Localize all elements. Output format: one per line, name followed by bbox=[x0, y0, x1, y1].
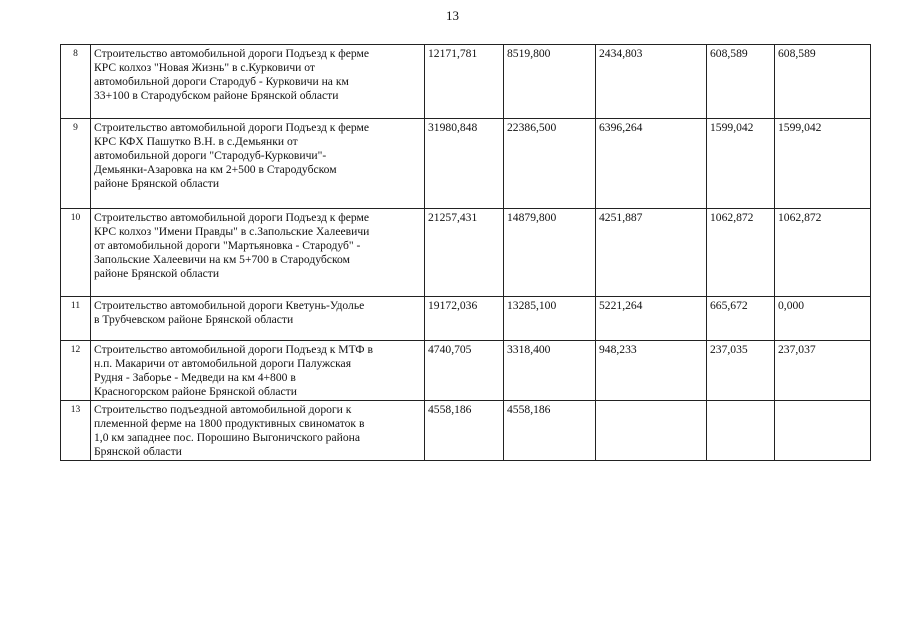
funding-cell-2: 948,233 bbox=[596, 341, 707, 401]
table-row bbox=[61, 45, 871, 119]
page-number: 13 bbox=[446, 8, 459, 23]
funding-cell-2 bbox=[596, 401, 707, 461]
table-row bbox=[61, 341, 871, 401]
total-cost-cell: 4558,186 bbox=[425, 401, 504, 461]
row-number: 11 bbox=[61, 297, 91, 341]
total-cost-cell: 12171,781 bbox=[425, 45, 504, 119]
funding-cell-3: 1599,042 bbox=[707, 119, 775, 209]
funding-cell-1: 4558,186 bbox=[504, 401, 596, 461]
funding-cell-4: 237,037 bbox=[775, 341, 871, 401]
total-cost-cell: 19172,036 bbox=[425, 297, 504, 341]
row-number: 8 bbox=[61, 45, 91, 119]
funding-cell-4 bbox=[775, 401, 871, 461]
total-cost-cell: 4740,705 bbox=[425, 341, 504, 401]
funding-cell-2: 5221,264 bbox=[596, 297, 707, 341]
funding-cell-2: 6396,264 bbox=[596, 119, 707, 209]
object-description: Строительство автомобильной дороги Подъезд к ферме КРС колхоз "Новая Жизнь" в с.Курковичи от автомобильной дороги Стародуб - Курковичи на км 33+100 в Стародубском районе Брянской области bbox=[91, 45, 425, 119]
total-cost-cell: 31980,848 bbox=[425, 119, 504, 209]
object-description: Строительство автомобильной дороги Подъезд к МТФ в н.п. Макаричи от автомобильной дороги Палужская Рудня - Заборье - Медведи на км 4+800 в Красногорском районе Брянской области bbox=[91, 341, 425, 401]
funding-cell-1: 22386,500 bbox=[504, 119, 596, 209]
funding-cell-4: 608,589 bbox=[775, 45, 871, 119]
funding-cell-3 bbox=[707, 401, 775, 461]
funding-cell-1: 13285,100 bbox=[504, 297, 596, 341]
table-row bbox=[61, 209, 871, 297]
funding-cell-1: 8519,800 bbox=[504, 45, 596, 119]
row-number: 10 bbox=[61, 209, 91, 297]
row-number: 13 bbox=[61, 401, 91, 461]
funding-cell-4: 1599,042 bbox=[775, 119, 871, 209]
object-description: Строительство автомобильной дороги Кветунь-Удолье в Трубчевском районе Брянской области bbox=[91, 297, 425, 341]
object-description: Строительство подъездной автомобильной дороги к племенной ферме на 1800 продуктивных свиноматок в 1,0 км западнее пос. Порошино Выгоничского района Брянской области bbox=[91, 401, 425, 461]
funding-cell-1: 3318,400 bbox=[504, 341, 596, 401]
object-description: Строительство автомобильной дороги Подъезд к ферме КРС КФХ Пашутко В.Н. в с.Демьянки от автомобильной дороги "Стародуб-Курковичи"- Демьянки-Азаровка на км 2+500 в Стародубском районе Брянской области bbox=[91, 119, 425, 209]
row-number: 9 bbox=[61, 119, 91, 209]
table-row bbox=[61, 297, 871, 341]
funding-cell-4: 0,000 bbox=[775, 297, 871, 341]
funding-cell-3: 1062,872 bbox=[707, 209, 775, 297]
funding-cell-3: 608,589 bbox=[707, 45, 775, 119]
funding-cell-3: 237,035 bbox=[707, 341, 775, 401]
total-cost-cell: 21257,431 bbox=[425, 209, 504, 297]
budget-table bbox=[60, 44, 871, 461]
row-number: 12 bbox=[61, 341, 91, 401]
table-row bbox=[61, 119, 871, 209]
funding-cell-4: 1062,872 bbox=[775, 209, 871, 297]
table-row bbox=[61, 401, 871, 461]
funding-cell-1: 14879,800 bbox=[504, 209, 596, 297]
funding-cell-2: 4251,887 bbox=[596, 209, 707, 297]
funding-cell-2: 2434,803 bbox=[596, 45, 707, 119]
funding-cell-3: 665,672 bbox=[707, 297, 775, 341]
object-description: Строительство автомобильной дороги Подъезд к ферме КРС колхоз "Имени Правды" в с.Запольские Халеевичи от автомобильной дороги "Мартьяновка - Стародуб" - Запольские Халеевичи на км 5+700 в Стародубском районе Брянской области bbox=[91, 209, 425, 297]
